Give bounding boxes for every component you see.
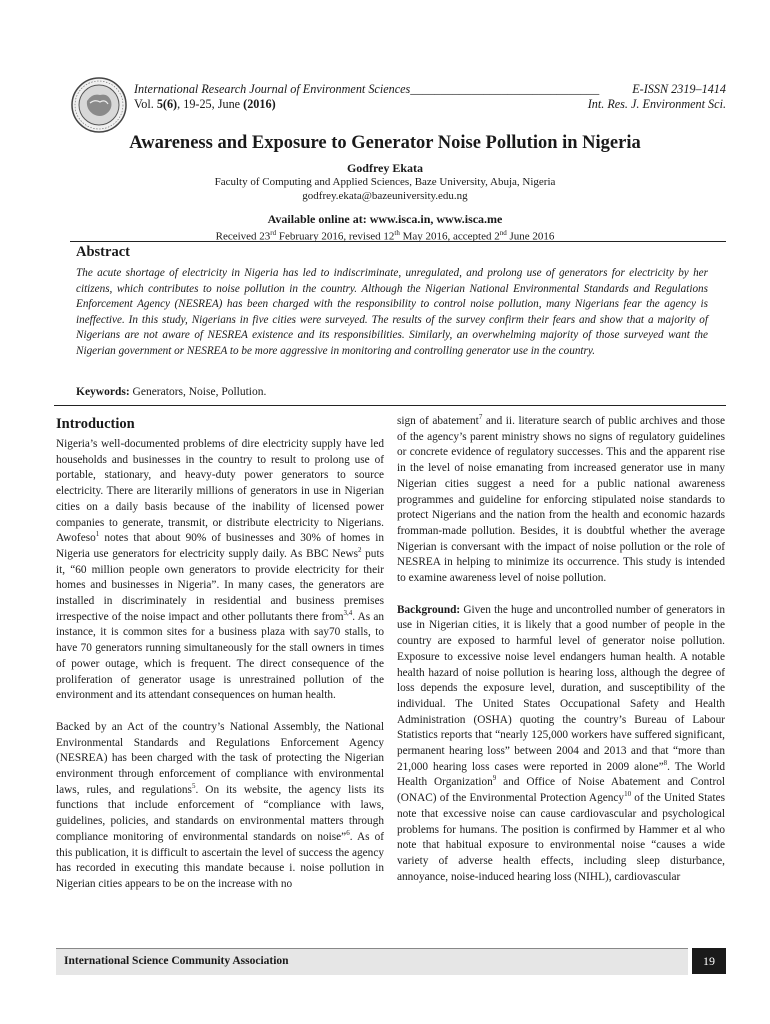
journal-name: International Research Journal of Environment Sciences_______________________________ (134, 82, 600, 96)
author-affiliation: Faculty of Computing and Applied Sciences, Baze University, Abuja, Nigeria (214, 176, 556, 188)
keywords: Keywords: Generators, Noise, Pollution. (76, 386, 267, 398)
introduction-heading: Introduction (56, 416, 135, 432)
right-column (397, 414, 725, 885)
footer-organization: International Science Community Association (64, 955, 289, 967)
volume-info: Vol. 5(6), 19-25, June (2016) (134, 97, 276, 111)
footer-bar (56, 948, 688, 975)
available-online: Available online at: www.isca.in, www.isca.me (267, 212, 503, 226)
background-paragraph: Background: Given the huge and uncontrolled number of generators in use in Nigerian cities, it is likely that a good number of people in the country are exposed to harmful level of generator noise pollution. Exposure to excessive noise level endangers human health. A notable health hazard of noise pollution is hearing loss, although the degree of loss depends the exposure level, duration, and susceptibility of the individual. The United States Occupational Safety and Health Administration (OSHA) quoting the country’s Bureau of Labour Statistics reports that “nearly 125,000 workers have suffered significant, permanent hearing loss” between 2004 and 2013 and that “more than 21,000 hearing loss cases were reported in 2009 alone”$^8$. The World Health Organization$^9$ and Office of Noise Abatement and Control (ONAC) of the Environmental Protection Agency$^{10}$ of the United States note that excessive noise can cause cardiovascular and psychological problems for humans. The position is confirmed by Hammer et al who note that habitual exposure to environmental noise “causes a wide variety of adverse health effects, including sleep disturbance, annoyance, noise-induced hearing loss (NIHL), cardiovascular (397, 603, 725, 883)
author-email[interactable]: godfrey.ekata@bazeuniversity.edu.ng (302, 190, 468, 202)
intro-paragraph-1: Nigeria’s well-documented problems of dire electricity supply have led households and businesses in the country to result to prolong use of portable, stationary, and heavy-duty power generators to source electricity. There are literarily millions of generators in use in Nigerian cities on a daily basis because of the inability of licensed power companies to generate, transmit, or distribute electricity to Nigerians. Awofeso$^1$ notes that about 90% of businesses and 30% of homes in Nigeria use generators for electricity supply daily. As BBC News$^2$ puts it, “60 million people own generators to provide electricity for their homes and businesses in Nigeria”. In many cases, the generators are installed in discriminately in residential and business premises irrespective of the noise impact and other pollutants there from$^{3,4}$. As an instance, it is common sites for a business plaza with say70 stalls, to have 70 generators running simultaneously for the stall owners in times of power outage, which is frequent. The direct consequence of the proliferation of generator usage is unrestrained pollution of the environment and its attendant consequences on human health. (56, 438, 384, 702)
issn: E-ISSN 2319–1414 (632, 82, 726, 96)
journal-abbrev: Int. Res. J. Environment Sci. (587, 97, 726, 111)
author-name: Godfrey Ekata (346, 161, 424, 175)
abstract-text: The acute shortage of electricity in Nigeria has led to indiscriminate, unregulated, and prolong use of generators for electricity by her citizens, which contributes to noise pollution in the country. Although the Nigerian National Environmental Standards and Regulations Enforcement Agency (NESREA) has been charged with the responsibility to control noise pollution, many Nigerians fear the agency is ineffective. In this study, Nigerians in five cities were surveyed. The results of the survey confirm their fears and show that a majority of Nigerians are not aware of NESREA existence and its responsibilities. Similarly, an overwhelming majority of those surveyed want the Nigerian government or NESREA to be more aggressive in monitoring and controlling generator use in the country. (76, 267, 708, 357)
left-column (56, 414, 384, 893)
intro-paragraph-2: Backed by an Act of the country’s National Assembly, the National Environmental Standards and Regulations Enforcement Agency (NESREA) has been charged with the task of protecting the Nigerian environment through enforcement of compliance with environmental laws, rules, and regulations$^5$. On its website, the agency lists its functions that include enforcement of “compliance with laws, guidelines, policies, and standards on environmental matters through compliance monitoring of environmental standards on noise”$^6$. As of this publication, it is difficult to ascertain the level of success the agency has recorded in executing this mandate because i. noise pollution in Nigerian cities appears to be on the increase with no (56, 720, 385, 890)
journal-seal-logo (70, 76, 128, 134)
paper-title: Awareness and Exposure to Generator Noise Pollution in Nigeria (129, 133, 641, 153)
page-footer (56, 948, 726, 974)
divider-top (70, 241, 726, 242)
divider-body (54, 405, 726, 406)
page-number: 19 (692, 948, 726, 974)
abstract-heading: Abstract (76, 244, 130, 260)
received-dates: Received 23rd February 2016, revised 12th May 2016, accepted 2nd June 2016 (215, 229, 555, 243)
journal-header (70, 76, 726, 116)
background-label: Background: (397, 603, 461, 616)
right-paragraph-1: sign of abatement$^7$ and ii. literature search of public archives and those of the agency’s parent ministry shows no signs of regulatory guidelines or concrete evidence of regulatory successes. This and the apparent rise in the level of noise emanating from increased generator use in many Nigerian cities suggest a need for a public national awareness programmes and guideline for enforcing stipulated noise standards to protect Nigerians and the nation from the health and economic hazards fromman-made pollution. Besides, it is doubtful whether the average Nigerian is conversant with the impact of noise pollution or the role of NESREA in helping to minimize its occurrence. This study is intended to examine awareness level of noise pollution. (397, 413, 726, 585)
